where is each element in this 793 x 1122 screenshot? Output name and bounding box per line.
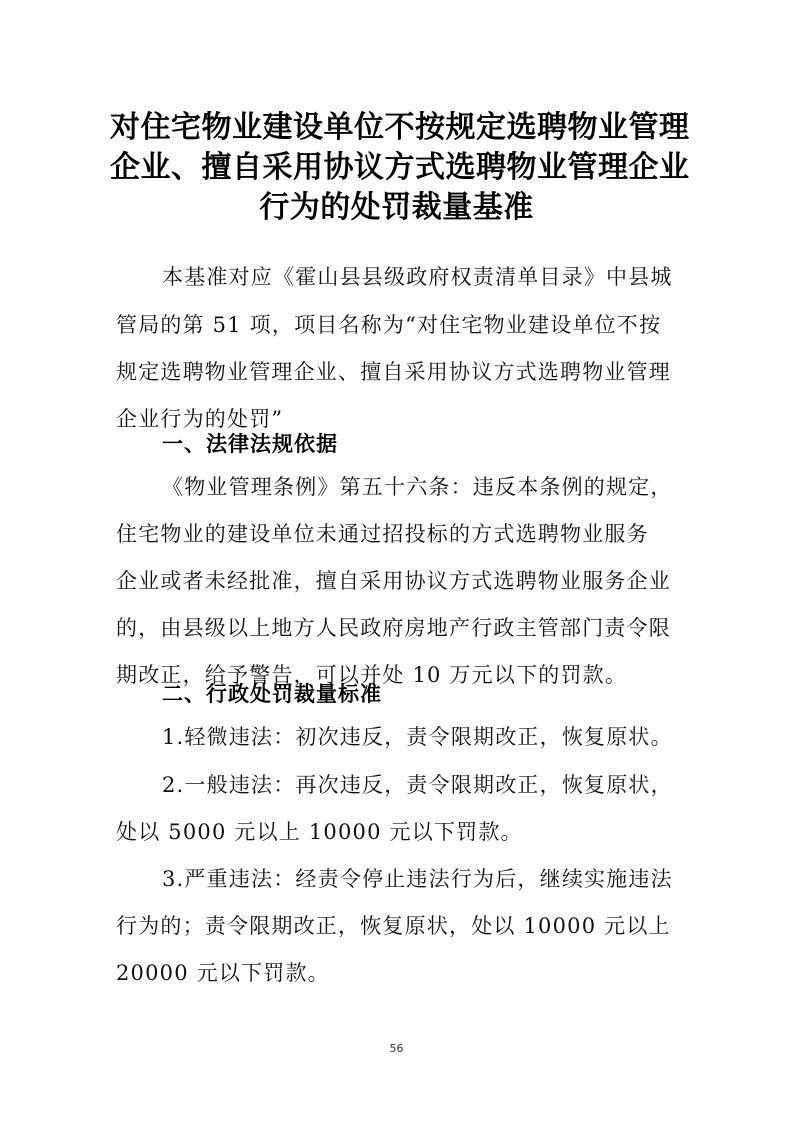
intro-paragraph-line: 本基准对应《霍山县县级政府权责清单目录》中县城	[162, 265, 673, 289]
section-heading-discretion-standard: 二、行政处罚裁量标准	[162, 682, 382, 706]
page-number: 56	[389, 1042, 404, 1055]
intro-paragraph-line: 管局的第 51 项，项目名称为“对住宅物业建设单位不按	[116, 313, 662, 337]
legal-basis-line: 住宅物业的建设单位未通过招投标的方式选聘物业服务	[116, 522, 649, 546]
legal-basis-line: 的，由县级以上地方人民政府房地产行政主管部门责令限	[116, 616, 671, 640]
standard-item-minor: 1.轻微违法：初次违反，责令限期改正，恢复原状。	[162, 725, 673, 749]
title-line: 企业、擅自采用协议方式选聘物业管理企业	[110, 150, 690, 185]
standard-item-serious: 3.严重违法：经责令停止违法行为后，继续实施违法	[162, 867, 673, 891]
document-title	[110, 108, 690, 228]
standard-item-serious-cont: 20000 元以下罚款。	[116, 961, 330, 985]
legal-basis-line: 企业或者未经批准，擅自采用协议方式选聘物业服务企业	[116, 569, 671, 593]
legal-basis-line: 期改正，给予警告，可以并处 10 万元以下的罚款。	[116, 663, 628, 687]
title-line: 对住宅物业建设单位不按规定选聘物业管理	[110, 110, 690, 145]
intro-paragraph-line: 规定选聘物业管理企业、擅自采用协议方式选聘物业管理	[116, 360, 671, 384]
standard-item-serious-cont: 行为的；责令限期改正，恢复原状，处以 10000 元以上	[116, 914, 671, 938]
title-line: 行为的处罚裁量基准	[259, 190, 534, 225]
standard-item-general-cont: 处以 5000 元以上 10000 元以下罚款。	[116, 820, 523, 844]
intro-paragraph-line: 企业行为的处罚”	[116, 407, 284, 431]
standard-item-general: 2.一般违法：再次违反，责令限期改正，恢复原状，	[162, 773, 673, 797]
section-heading-legal-basis: 一、法律法规依据	[162, 432, 338, 456]
legal-basis-line: 《物业管理条例》第五十六条：违反本条例的规定，	[162, 475, 673, 499]
